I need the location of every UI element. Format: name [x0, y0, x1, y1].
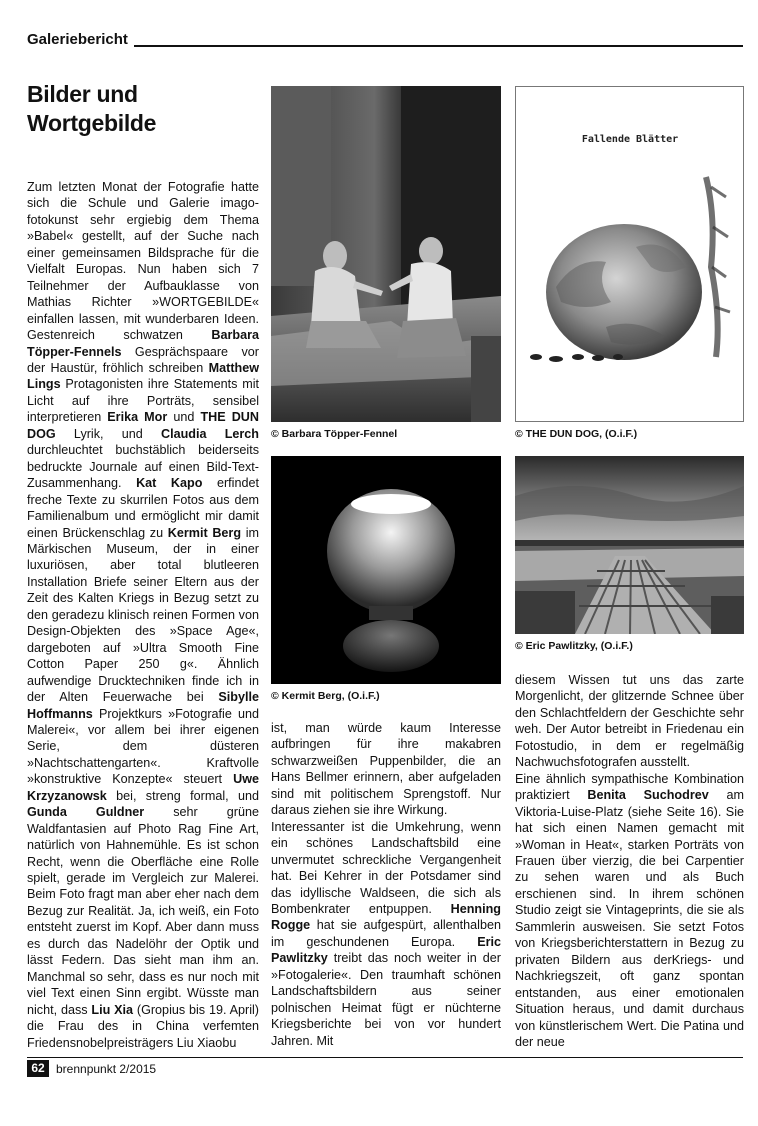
- section-label: Galeriebericht: [27, 31, 134, 48]
- body-text: diesem Wissen tut uns das zarte Morgenlicht, der glitzernde Schnee über den Schlachtfeldern der Geschichte sehr weh. Der Autor betreibt in Friedenau ein Fotostudio, in dem er regelmäßig Nachwuchsfotografen ausstellt.: [515, 673, 744, 770]
- article-title: [27, 80, 257, 138]
- body-text: im Märkischen Museum, der in einer luxuriösen, aber total blutleeren Installation Briefe seiner Eltern aus der Zeit des Kalten Kriegs in Bezug setzt zu den geradezu klinisch reinen Formen von Design-Objekten des »Space Age«, dargeboten auf »Ultra Smooth Fine Cotton Paper 250 g«. Ähnlich aufwendige Drucktechniken finde ich in der Alten Feuerwache bei: [27, 525, 259, 705]
- section-header: [27, 30, 743, 50]
- highlighted-name: Matthew Lings: [27, 360, 259, 392]
- body-text: Projektkurs »Fotografie und Malerei«, vor allem bei ihrer eigenen Serie, dem düsteren »Nachtschattengarten«. Kraftvolle »konstruktive Konzepte« steuert: [27, 706, 259, 787]
- highlighted-name: Uwe Krzyzanowsk: [27, 772, 259, 803]
- page-number: 62: [27, 1060, 49, 1077]
- highlighted-name: Claudia Lerch: [161, 426, 260, 441]
- body-text: Interessanter ist die Umkehrung, wenn ein schönes Landschaftsbild eine unvermutet schreckliche Vergangenheit hat. Bei Kehrer in der Potsdamer sind das idyllische Waldseen, die sich als Bombenkrater entpuppen.: [271, 819, 501, 916]
- column-paragraphs: [515, 672, 744, 1050]
- highlighted-name: Gunda Guldner: [27, 805, 145, 820]
- column-paragraphs: [271, 720, 501, 1049]
- body-text: Eine ähnlich sympathische Kombination praktiziert: [515, 771, 744, 803]
- title-line-1: Bilder und: [27, 81, 138, 107]
- body-text: am Viktoria-Luise-Platz (siehe Seite 16). Sie hat sich einen Namen gemacht mit »Woman in Heat«, starken Porträts von Frauen über vierzig, die bei Carpentier zu sehen waren und als Buch erschienen sind. In ihrem schönen Studio zeigt sie Vintageprints, die sie als Sammlerin ausweisen. Sie setzt Fotos von Kriegsberichterstattern in Bezug zu privaten Bildern aus derKriegs- und Nachkriegszeit, oft ganz spontan entstanden, aus einer emotionalen Situation heraus, und damit durchaus von künstlerischem Wert. Die Patina und der neue: [515, 788, 745, 1049]
- text-column-3: [515, 672, 744, 1050]
- photo-inner-title: Fallende Blätter: [581, 134, 679, 145]
- photo-glowing-lamp-image: [271, 456, 501, 684]
- photo-caption-3: © Kermit Berg, (O.i.F.): [271, 690, 380, 702]
- body-text: durchleuchtet buchstäblich beiderseits bedruckte Journale auf einen Bild-Text-Zusammenhang.: [27, 443, 259, 491]
- highlighted-name: Eric Pawlitzky: [271, 934, 501, 966]
- photo-caption-1: © Barbara Töpper-Fennel: [271, 428, 398, 440]
- photo-caption-2: © THE DUN DOG, (O.i.F.): [515, 428, 638, 440]
- column-paragraphs: [27, 179, 259, 1051]
- photo-conversation-image: [271, 86, 501, 422]
- photo-wooden-bridge: [515, 456, 744, 634]
- body-text: hat sie aufgespürt, allenthalben im geschundenen Europa.: [271, 918, 501, 949]
- body-text: erfindet freche Texte zu skurrilen Fotos aus dem Familienalbum und ermöglicht mir damit einen Brückenschlag zu: [27, 476, 259, 540]
- highlighted-name: Benita Suchodrev: [587, 788, 709, 803]
- photo-caption-4: © Eric Pawlitzky, (O.i.F.): [515, 640, 633, 652]
- highlighted-name: Kat Kapo: [136, 476, 203, 491]
- body-text: Protagonisten ihre Statements mit Licht auf ihre Porträts, sensibel interpretieren: [27, 377, 259, 425]
- body-text: treibt das noch weiter in der »Fotogalerie«. Den traumhaft schönen Landschaftsbildern aus seiner polnischen Heimat fügt er nüchterne Kriegsberichte bei von vor hundert Jahren. Mit: [271, 951, 501, 1048]
- body-text: Gesprächspaare vor der Haustür, fröhlich schreiben: [27, 344, 259, 375]
- title-line-2: Wortgebilde: [27, 110, 157, 136]
- highlighted-name: Erika Mor: [107, 410, 168, 425]
- text-column-2: [271, 720, 501, 1049]
- photo-falling-leaves-image: [516, 87, 743, 421]
- header-rule: [27, 45, 743, 47]
- photo-glowing-lamp: [271, 456, 501, 684]
- body-text: bei, streng formal, und: [106, 788, 259, 803]
- body-text: ist, man würde kaum Interesse aufbringen für ihre makabren schwarzweißen Puppenbilder, die an Hans Bellmer erinnern, aber aufgeladen sind mit politischem Sprengstoff. Nur daraus ziehen sie ihre Wirkung.: [271, 721, 501, 818]
- text-column-1: [27, 179, 259, 1051]
- photo-wooden-bridge-image: [515, 456, 744, 634]
- highlighted-name: THE DUN DOG: [27, 410, 259, 441]
- publication-name: brennpunkt 2/2015: [56, 1062, 157, 1076]
- body-text: (Gropius bis 19. April) die Frau des in China verfemten Friedensnobelpreisträgers Liu Xiaobu: [27, 1002, 259, 1050]
- body-text: und: [167, 410, 201, 425]
- photo-falling-leaves: [515, 86, 744, 422]
- body-text: Zum letzten Monat der Fotografie hatte sich die Schule und Galerie imago-fotokunst sehr ergiebig dem Thema »Babel« gestellt, auf der Suche nach einer gemeinsamen Bildsprache für die Vielfalt Europas. Nun haben sich 7 Teilnehmer der Aufbauklasse von Mathias Richter »WORTGEBILDE« einfallen lassen, mit wunderbaren Ideen. Gestenreich schwatzen: [27, 180, 259, 343]
- highlighted-name: Kermit Berg: [167, 525, 242, 540]
- photo-conversation: [271, 86, 501, 422]
- highlighted-name: Henning Rogge: [271, 901, 501, 933]
- body-text: Lyrik, und: [55, 426, 161, 441]
- body-text: sehr grüne Waldfantasien auf Photo Rag Fine Art, natürlich von Hahnemühle. Es ist schon Recht, wenn die Oberfläche eine Rolle spielt, gerade im Vergleich zur Malerei. Beim Foto fragt man aber eher nach dem Bezug zur Realität. Ja, ich weiß, ein Foto entsteht zuerst im Kopf. Aber dann muss es durch das Nadelöhr der Optik und lässt Federn. Das sieht man ihm an. Manchmal so sehr, dass es nur noch mit viel Text einen Sinn ergibt. Wüsste man nicht, dass: [27, 805, 259, 1017]
- highlighted-name: Barbara Töpper-Fennels: [27, 328, 259, 359]
- footer-rule: [27, 1057, 743, 1058]
- highlighted-name: Liu Xia: [91, 1002, 134, 1017]
- highlighted-name: Sibylle Hoffmanns: [27, 690, 259, 721]
